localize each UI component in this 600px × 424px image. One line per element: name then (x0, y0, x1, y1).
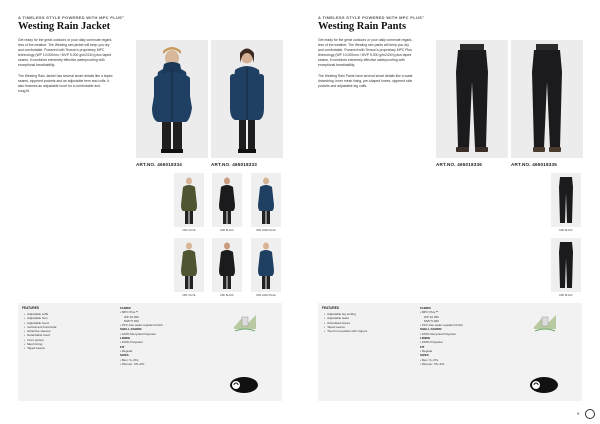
description-line: technology (WP 10.000mm / MVP 5.000 g/m2/24h) plus taped (318, 53, 412, 58)
jacket-photo-woman (211, 40, 283, 158)
jacket-photo-man (136, 40, 208, 158)
left-kicker: A TIMELESS STYLE POWERED WITH MPC PLUS° (18, 15, 125, 20)
spec-value: • Women: XS–2XL (420, 361, 445, 366)
right-spec-panel (318, 303, 582, 401)
swatch-caption: DRK BLACK (220, 294, 234, 297)
right-kicker: A TIMELESS STYLE POWERED WITH MPC PLUS° (318, 15, 425, 20)
right-article-2: ART.NO. 465018335 (511, 162, 558, 167)
spec-value: • PFC-free water-repellent finish (120, 323, 163, 328)
feature-item: • Adjustable leg ending (324, 312, 367, 316)
swatch-olive-man (174, 173, 204, 227)
feature-item: • Two front pockets with zippers (324, 329, 367, 333)
description-line: pockets and adjustable leg cuffs. (318, 83, 368, 88)
spec-heading: FABRIC (120, 306, 132, 310)
feature-item: • Taped seams (24, 346, 56, 350)
spec-value: • PFC-free water-repellent finish (420, 323, 463, 328)
features-heading: FEATURES (322, 306, 339, 310)
spec-value: WP 10 000 (424, 314, 439, 319)
swatch-caption: DRK DARK BLUE (256, 229, 276, 232)
fabric-specs (120, 306, 163, 366)
description-line: The Westing Rain Jacket has several smart details like a taped (18, 73, 113, 78)
left-title: Westing Rain Jacket (18, 21, 111, 32)
description-line: less of the weather. The Westing rain pants will keep you dry (318, 43, 409, 48)
feature-item: • Adjustable waist (324, 316, 367, 320)
spec-value: • MPC Plus™ (420, 310, 439, 315)
swatch-caption: DRK BLACK (559, 229, 573, 232)
swatch-olive-woman (174, 238, 204, 292)
spec-value: MVP 5 000 (424, 318, 439, 323)
pants-photo-woman (511, 40, 583, 158)
swatch-black-woman (212, 173, 242, 227)
swatch-pants-black-2 (551, 238, 581, 292)
feature-item: • Taped seams (324, 325, 367, 329)
page-number: 9 (577, 411, 580, 416)
right-title: Westing Rain Pants (318, 21, 407, 32)
spec-heading: FABRIC (420, 306, 432, 310)
description-line: drawstring, inner mesh lining, pre-shaped knees, zippered side (318, 78, 413, 83)
spec-heading: SHELL FABRIC (120, 327, 142, 332)
left-spec-panel (18, 303, 282, 401)
spec-value: WP 10 000 (124, 314, 139, 319)
feature-item: • Adjustable cuffs (24, 312, 56, 316)
swatch-pants-black-1 (551, 173, 581, 227)
swatch-caption: DRK OLIVE (182, 229, 196, 232)
spec-heading: SIZES (120, 353, 129, 358)
description-line: technology (WP 10.000mm / MVP 5.000 g/m2/24h) plus taped (18, 53, 112, 58)
swatch-blue-man (251, 173, 281, 227)
spec-heading: FIT (120, 344, 125, 349)
swatch-black-man (212, 238, 242, 292)
swatch-blue-woman (251, 238, 281, 292)
feature-item: • Adjustable hem (24, 316, 56, 320)
right-description (318, 38, 428, 89)
spec-value: • Regular (120, 348, 133, 353)
spec-value: • Regular (420, 348, 433, 353)
features-list (24, 312, 56, 351)
feature-item: • Adjustable hood (24, 321, 56, 325)
spec-heading: FIT (420, 344, 425, 349)
description-line: The Westing Rain Pants have several smart details like a waist (318, 73, 413, 78)
grs-logo-icon (530, 377, 558, 393)
grs-logo-icon (230, 377, 258, 393)
spec-value: • Women: XS–2XL (120, 361, 145, 366)
pants-illustration-icon (532, 311, 558, 333)
spec-value: • 100% Polyester (120, 340, 143, 345)
jacket-illustration-icon (232, 311, 258, 333)
left-article-1: ART.NO. 465018334 (136, 162, 183, 167)
swatch-caption: DRK OLIVE (182, 294, 196, 297)
swatch-caption: DRK BLACK (559, 294, 573, 297)
swatch-caption: DRK BLACK (220, 229, 234, 232)
spec-value: • 100% Recycled Polyester (420, 331, 457, 336)
description-line: less of the weather. The Westing rain jacket will keep you dry (18, 43, 110, 48)
description-line: seams, it combines extremely effective waterproofing with (18, 58, 105, 63)
spec-value: • MPC Plus™ (120, 310, 139, 315)
spec-value: MVP 5 000 (124, 318, 139, 323)
feature-item: • Mesh lining (24, 342, 56, 346)
right-article-1: ART.NO. 465018336 (436, 162, 483, 167)
feature-item: • Articulated knees (324, 321, 367, 325)
spec-heading: SHELL FABRIC (420, 327, 442, 332)
description-line: and comfortable. Powered with Tenson's proprietary MPC (18, 48, 105, 53)
spec-value: • 100% Recycled Polyester (120, 331, 157, 336)
spec-heading: LINING (420, 336, 431, 341)
spec-value: • Men: S–3XL (420, 357, 439, 362)
brand-mark-icon (585, 409, 595, 419)
feature-item: • Detachable hood (24, 333, 56, 337)
feature-item: • vertical and horizontal (24, 325, 56, 329)
left-article-2: ART.NO. 465018333 (211, 162, 258, 167)
left-description (18, 38, 128, 94)
features-list (324, 312, 367, 333)
description-line: seams, it combines extremely effective waterproofing with (318, 58, 405, 63)
feature-item: • Attractive sleeves (24, 329, 56, 333)
spec-value: • Men: S–3XL (120, 357, 139, 362)
feature-item: • Inner pocket (24, 338, 56, 342)
spec-heading: SIZES (420, 353, 429, 358)
spec-value: • 100% Polyester (420, 340, 443, 345)
description-line: and comfortable. Powered with Tenson's proprietary MPC Plus (318, 48, 412, 53)
swatch-caption: DRK DARK BLUE (256, 294, 276, 297)
description-line: seams, zippered pockets and an adjustable hem and cuffs. It (18, 78, 110, 83)
description-line: Get ready for the great outdoors or your daily commute regard- (318, 38, 413, 42)
spec-heading: LINING (120, 336, 131, 341)
pants-photo-man (436, 40, 508, 158)
description-line: also features an adjustable hood for a comfortable and (18, 83, 100, 88)
fabric-specs (420, 306, 463, 366)
description-line: snug fit. (18, 88, 30, 93)
description-line: exceptional breathability. (318, 63, 356, 68)
features-heading: FEATURES (22, 306, 39, 310)
description-line: Get ready for the great outdoors or your daily commute regard- (18, 38, 113, 42)
description-line: exceptional breathability. (18, 63, 56, 68)
